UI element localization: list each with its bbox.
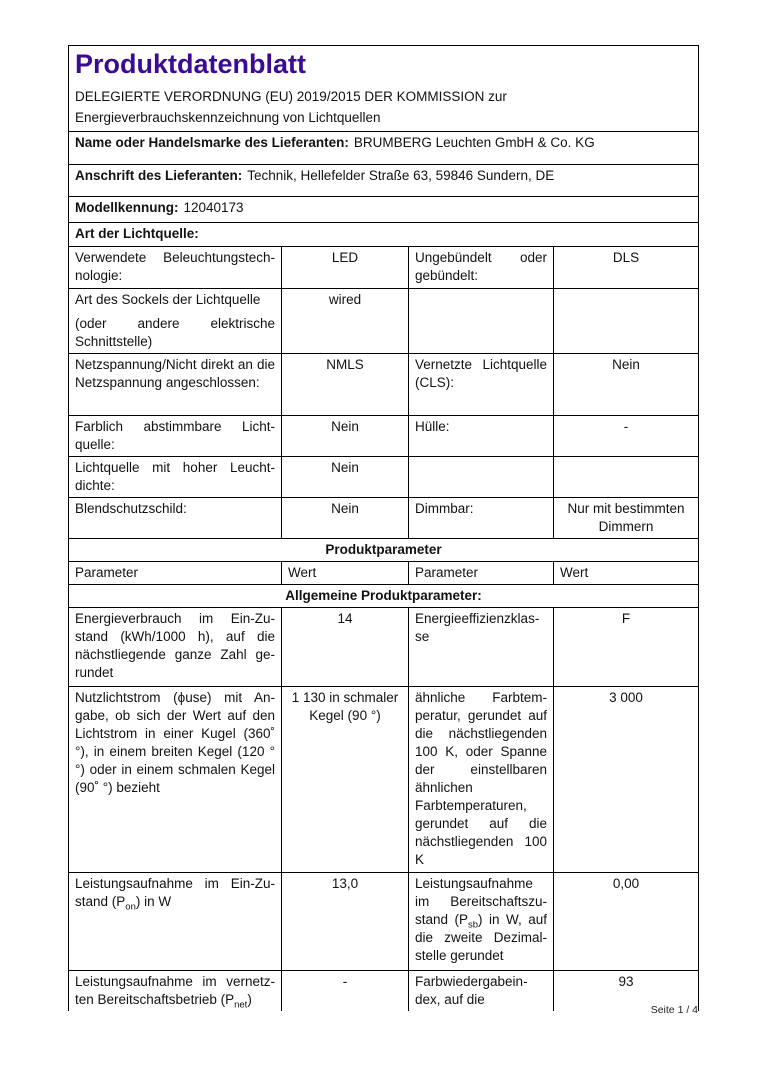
attr-value-cell: LED bbox=[282, 247, 409, 289]
attr-value-cell: Nein bbox=[554, 354, 699, 416]
attr-value-cell: - bbox=[554, 416, 699, 457]
section-title: Produktparameter bbox=[69, 539, 699, 562]
attr-value-cell: DLS bbox=[554, 247, 699, 289]
table-row bbox=[69, 457, 699, 498]
column-header: Parameter bbox=[409, 562, 554, 585]
param-label-cell: Leistungsaufnahme im Ein-Zustand $(P_{on})$ in W bbox=[69, 873, 282, 971]
param-value-cell: 1 130 in schmaler Kegel (90 °) bbox=[282, 687, 409, 873]
model-id-value: 12040173 bbox=[183, 200, 244, 215]
supplier-name-value: BRUMBERG Leuchten GmbH & Co. KG bbox=[353, 135, 595, 150]
attr-value-cell: Nur mit bestimmten Dimmern bbox=[554, 498, 699, 539]
param-value-cell: 3 000 bbox=[554, 687, 699, 873]
subsection-header-row bbox=[69, 585, 699, 608]
param-value-cell: F bbox=[554, 608, 699, 687]
attr-value-cell bbox=[554, 289, 699, 354]
table-row bbox=[69, 687, 699, 873]
title-block-row bbox=[69, 46, 699, 132]
attr-value-cell: Nein bbox=[282, 416, 409, 457]
param-label-cell: Leistungsaufnahme im vernetzten Bereitschaftsbetrieb $(P_{net})$ bbox=[69, 971, 282, 1012]
attr-label-cell: Netzspannung/Nicht direkt an die Netzspannung angeschlossen: bbox=[69, 354, 282, 416]
param-value-cell: - bbox=[282, 971, 409, 1012]
attr-value-cell: Nein bbox=[282, 498, 409, 539]
param-label-cell: Energieeffizienzklasse bbox=[409, 608, 554, 687]
table-row bbox=[69, 289, 699, 354]
param-value-cell: 93 bbox=[554, 971, 699, 1012]
supplier-name-label: Name oder Handelsmarke des Lieferanten: bbox=[75, 135, 349, 150]
column-header-row bbox=[69, 562, 699, 585]
attr-label-cell: Lichtquelle mit hoher Leuchtdichte: bbox=[69, 457, 282, 498]
param-label-cell: Leistungsaufnahme im Bereitschaftszustand $(P_{sb})$ in W, auf die zweite Dezimalstelle gerundet bbox=[409, 873, 554, 971]
attr-value-cell: wired bbox=[282, 289, 409, 354]
attr-label-cell: Verwendete Beleuchtungstechnologie: bbox=[69, 247, 282, 289]
attr-label-cell bbox=[409, 289, 554, 354]
param-label-cell: Farbwiedergabeindex, auf die bbox=[409, 971, 554, 1012]
column-header: Wert bbox=[554, 562, 699, 585]
page-number: Seite 1 / 4 bbox=[650, 1004, 698, 1016]
param-value-cell: 13,0 bbox=[282, 873, 409, 971]
column-header: Wert bbox=[282, 562, 409, 585]
subsection-title: Allgemeine Produktparameter: bbox=[69, 585, 699, 608]
param-label-cell: Nutzlichtstrom (ϕuse) mit Angabe, ob sich der Wert auf den Lichtstrom in einer Kugel (360˚ °), in einem breiten Kegel (120 °°) oder in einem schmalen Kegel (90˚ °) bezieht bbox=[69, 687, 282, 873]
table-row bbox=[69, 498, 699, 539]
attr-value-cell bbox=[554, 457, 699, 498]
attr-value-cell: NMLS bbox=[282, 354, 409, 416]
section-header-row bbox=[69, 539, 699, 562]
table-row bbox=[69, 354, 699, 416]
attr-label-cell: Dimmbar: bbox=[409, 498, 554, 539]
supplier-address-label: Anschrift des Lieferanten: bbox=[75, 168, 243, 183]
param-value-cell: 0,00 bbox=[554, 873, 699, 971]
supplier-address-row bbox=[69, 165, 699, 197]
title-block bbox=[69, 46, 699, 132]
column-header: Parameter bbox=[69, 562, 282, 585]
supplier-name-row bbox=[69, 132, 699, 165]
param-value-cell: 14 bbox=[282, 608, 409, 687]
datasheet-table bbox=[68, 45, 699, 1011]
regulation-subtitle: DELEGIERTE VERORDNUNG (EU) 2019/2015 DER KOMMISSION zur Energieverbrauchskennzeichnung von Lichtquellen bbox=[75, 89, 507, 125]
supplier-address-value: Technik, Hellefelder Straße 63, 59846 Sundern, DE bbox=[247, 168, 555, 183]
model-id-row bbox=[69, 197, 699, 223]
attr-label-cell: Farblich abstimmbare Lichtquelle: bbox=[69, 416, 282, 457]
light-source-type-row bbox=[69, 223, 699, 247]
attr-label-cell: Art des Sockels der Lichtquelle (oder andere elektrische Schnittstelle) bbox=[69, 289, 282, 354]
light-source-type-label: Art der Lichtquelle: bbox=[75, 226, 199, 241]
attr-label-cell: Hülle: bbox=[409, 416, 554, 457]
attr-label-cell: Vernetzte Lichtquelle (CLS): bbox=[409, 354, 554, 416]
model-id-label: Modellkennung: bbox=[75, 200, 179, 215]
attr-label-cell bbox=[409, 457, 554, 498]
attr-value-cell: Nein bbox=[282, 457, 409, 498]
param-label-cell: Energieverbrauch im Ein-Zustand (kWh/1000 h), auf die nächstliegende ganze Zahl gerundet bbox=[69, 608, 282, 687]
table-row bbox=[69, 416, 699, 457]
attr-label-cell: Ungebündelt oder gebündelt: bbox=[409, 247, 554, 289]
table-row bbox=[69, 608, 699, 687]
param-label-cell: ähnliche Farbtemperatur, gerundet auf die nächstliegenden 100 K, oder Spanne der einstellbaren ähnlichen Farbtemperaturen, gerundet auf die nächstliegenden 100 K bbox=[409, 687, 554, 873]
page-title: Produktdatenblatt bbox=[75, 49, 307, 79]
attr-label-cell: Blendschutzschild: bbox=[69, 498, 282, 539]
table-row bbox=[69, 873, 699, 971]
table-row bbox=[69, 247, 699, 289]
